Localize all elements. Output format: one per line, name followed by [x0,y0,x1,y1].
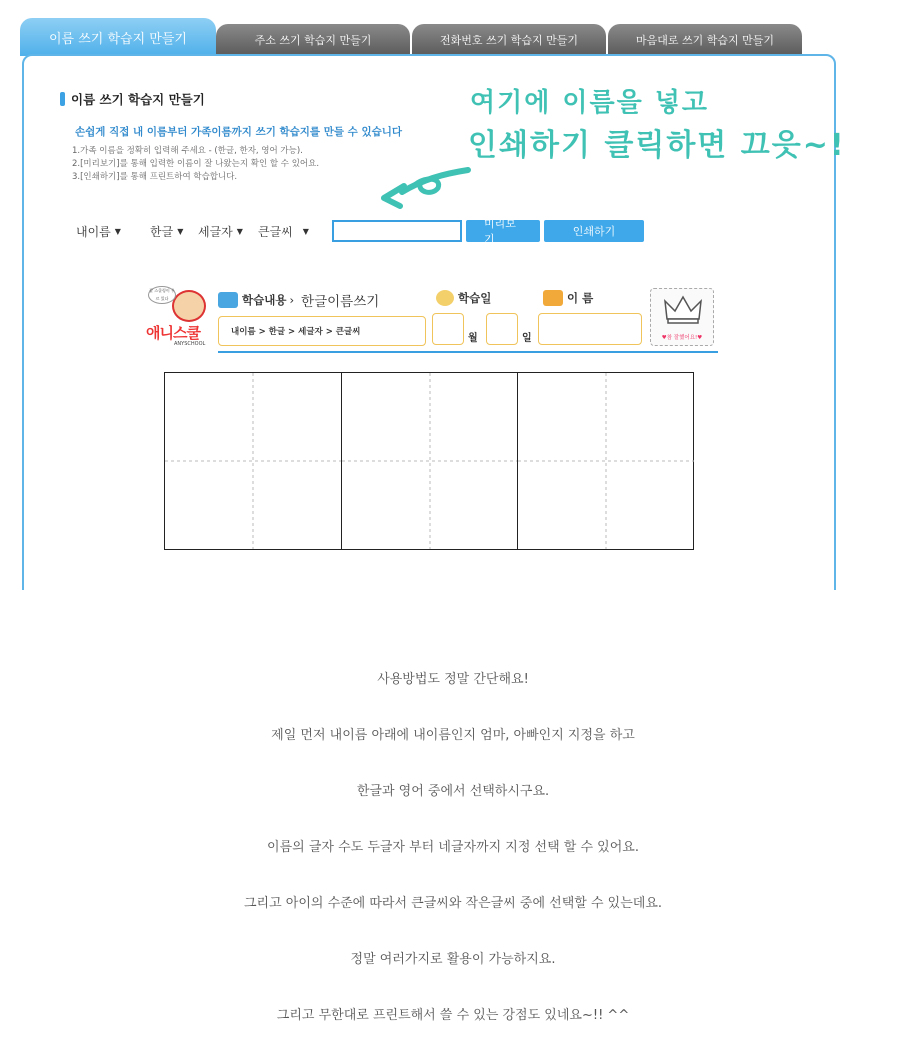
guide-heading: 손쉽게 직접 내 이름부터 가족이름까지 쓰기 학습지를 만들 수 있습니다 [75,126,403,138]
guide-line-2: 2.[미리보기]를 통해 입력한 이름이 잘 나왔는지 확인 할 수 있어요. [72,159,320,169]
chevron-down-icon: ▼ [177,226,184,236]
writing-cell [341,373,517,549]
who-select[interactable] [72,220,142,242]
print-button[interactable]: 인쇄하기 [544,220,644,242]
praise-stamp [650,288,714,346]
description-line-1: 사용방법도 정말 간단해요! [377,672,529,687]
letter-count-select-value: 세글자 [198,224,233,239]
folder-icon [543,290,563,306]
study-date-label [436,290,491,306]
subject-value: 한글이름쓰기 [301,294,380,310]
font-size-select-value: 큰글씨 [258,224,293,239]
panel-title [60,90,205,108]
description-line-6: 정말 여러가지로 활용이 가능하지요. [350,952,556,967]
student-name-field [538,313,642,345]
who-select-value: 내이름 [76,224,111,239]
tab-name-writing[interactable]: 이름 쓰기 학습지 만들기 [20,18,216,56]
writing-cell [165,373,341,549]
chevron-down-icon: ▼ [236,226,243,236]
option-path: 내이름 > 한글 > 세글자 > 큰글씨 [218,316,426,346]
subject-label-text: 학습내용 [242,293,287,307]
month-label: 월 [468,333,478,344]
header-divider [218,351,718,353]
tab-address-writing[interactable]: 주소 쓰기 학습지 만들기 [216,24,410,56]
description-line-2: 제일 먼저 내이름 아래에 내이름인지 엄마, 아빠인지 지정을 하고 [271,728,635,743]
title-bar-marker [60,92,65,106]
font-size-select[interactable] [254,220,326,242]
option-controls [72,217,644,246]
description-line-7: 그리고 무한대로 프린트해서 쓸 수 있는 강점도 있네요~!! ^^ [276,1008,630,1023]
day-field [486,313,518,345]
writing-grid [164,372,694,550]
panel-title-text: 이름 쓰기 학습지 만들기 [71,92,205,107]
month-field [432,313,464,345]
letter-count-select[interactable] [194,220,250,242]
name-input[interactable] [332,220,462,242]
crown-icon [651,289,715,329]
preview-button[interactable]: 미리보기 [466,220,540,242]
study-date-label-text: 학습일 [458,291,492,305]
annotation-line-2: 인쇄하기 클릭하면 끄읏~! [468,128,846,163]
book-icon [218,292,238,308]
chevron-down-icon: ▼ [114,226,121,236]
guide-line-3: 3.[인쇄하기]를 통해 프린트하여 학습합니다. [72,172,238,182]
subject-label: 학습내용 › 한글이름쓰기 [218,290,379,310]
logo-text: 애니스쿨 [146,324,200,342]
mascot-face-icon [172,290,206,322]
student-name-label [543,290,593,306]
annotation-arrow-icon [372,158,482,214]
tab-free-writing[interactable]: 마음대로 쓰기 학습지 만들기 [608,24,802,56]
annotation-line-1: 여기에 이름을 넣고 [470,88,710,118]
tab-phone-writing[interactable]: 전화번호 쓰기 학습지 만들기 [412,24,606,56]
logo-subtext: ANYSCHOOL [174,341,206,347]
student-name-label-text: 이 름 [567,291,594,305]
sun-cloud-icon [436,290,454,306]
logo-speech-bubble: 잘 스쿨링이 우르 있다 [148,286,176,304]
day-label: 일 [522,333,532,344]
language-select[interactable] [146,220,190,242]
description-line-5: 그리고 아이의 수준에 따라서 큰글씨와 작은글씨 중에 선택할 수 있는데요. [243,896,663,911]
anyschool-logo [144,282,212,348]
guide-line-1: 1.가족 이름을 정확히 입력해 주세요 - (한글, 한자, 영어 가능). [72,146,303,156]
description-line-4: 이름의 글자 수도 두글자 부터 네글자까지 지정 선택 할 수 있어요. [267,840,639,855]
praise-stamp-caption: ♥참 잘했어요!♥ [661,335,703,341]
chevron-down-icon: ▼ [302,226,309,236]
tab-bar [20,18,840,56]
writing-cell [517,373,693,549]
description-line-3: 한글과 영어 중에서 선택하시구요. [356,784,550,799]
language-select-value: 한글 [150,224,174,239]
